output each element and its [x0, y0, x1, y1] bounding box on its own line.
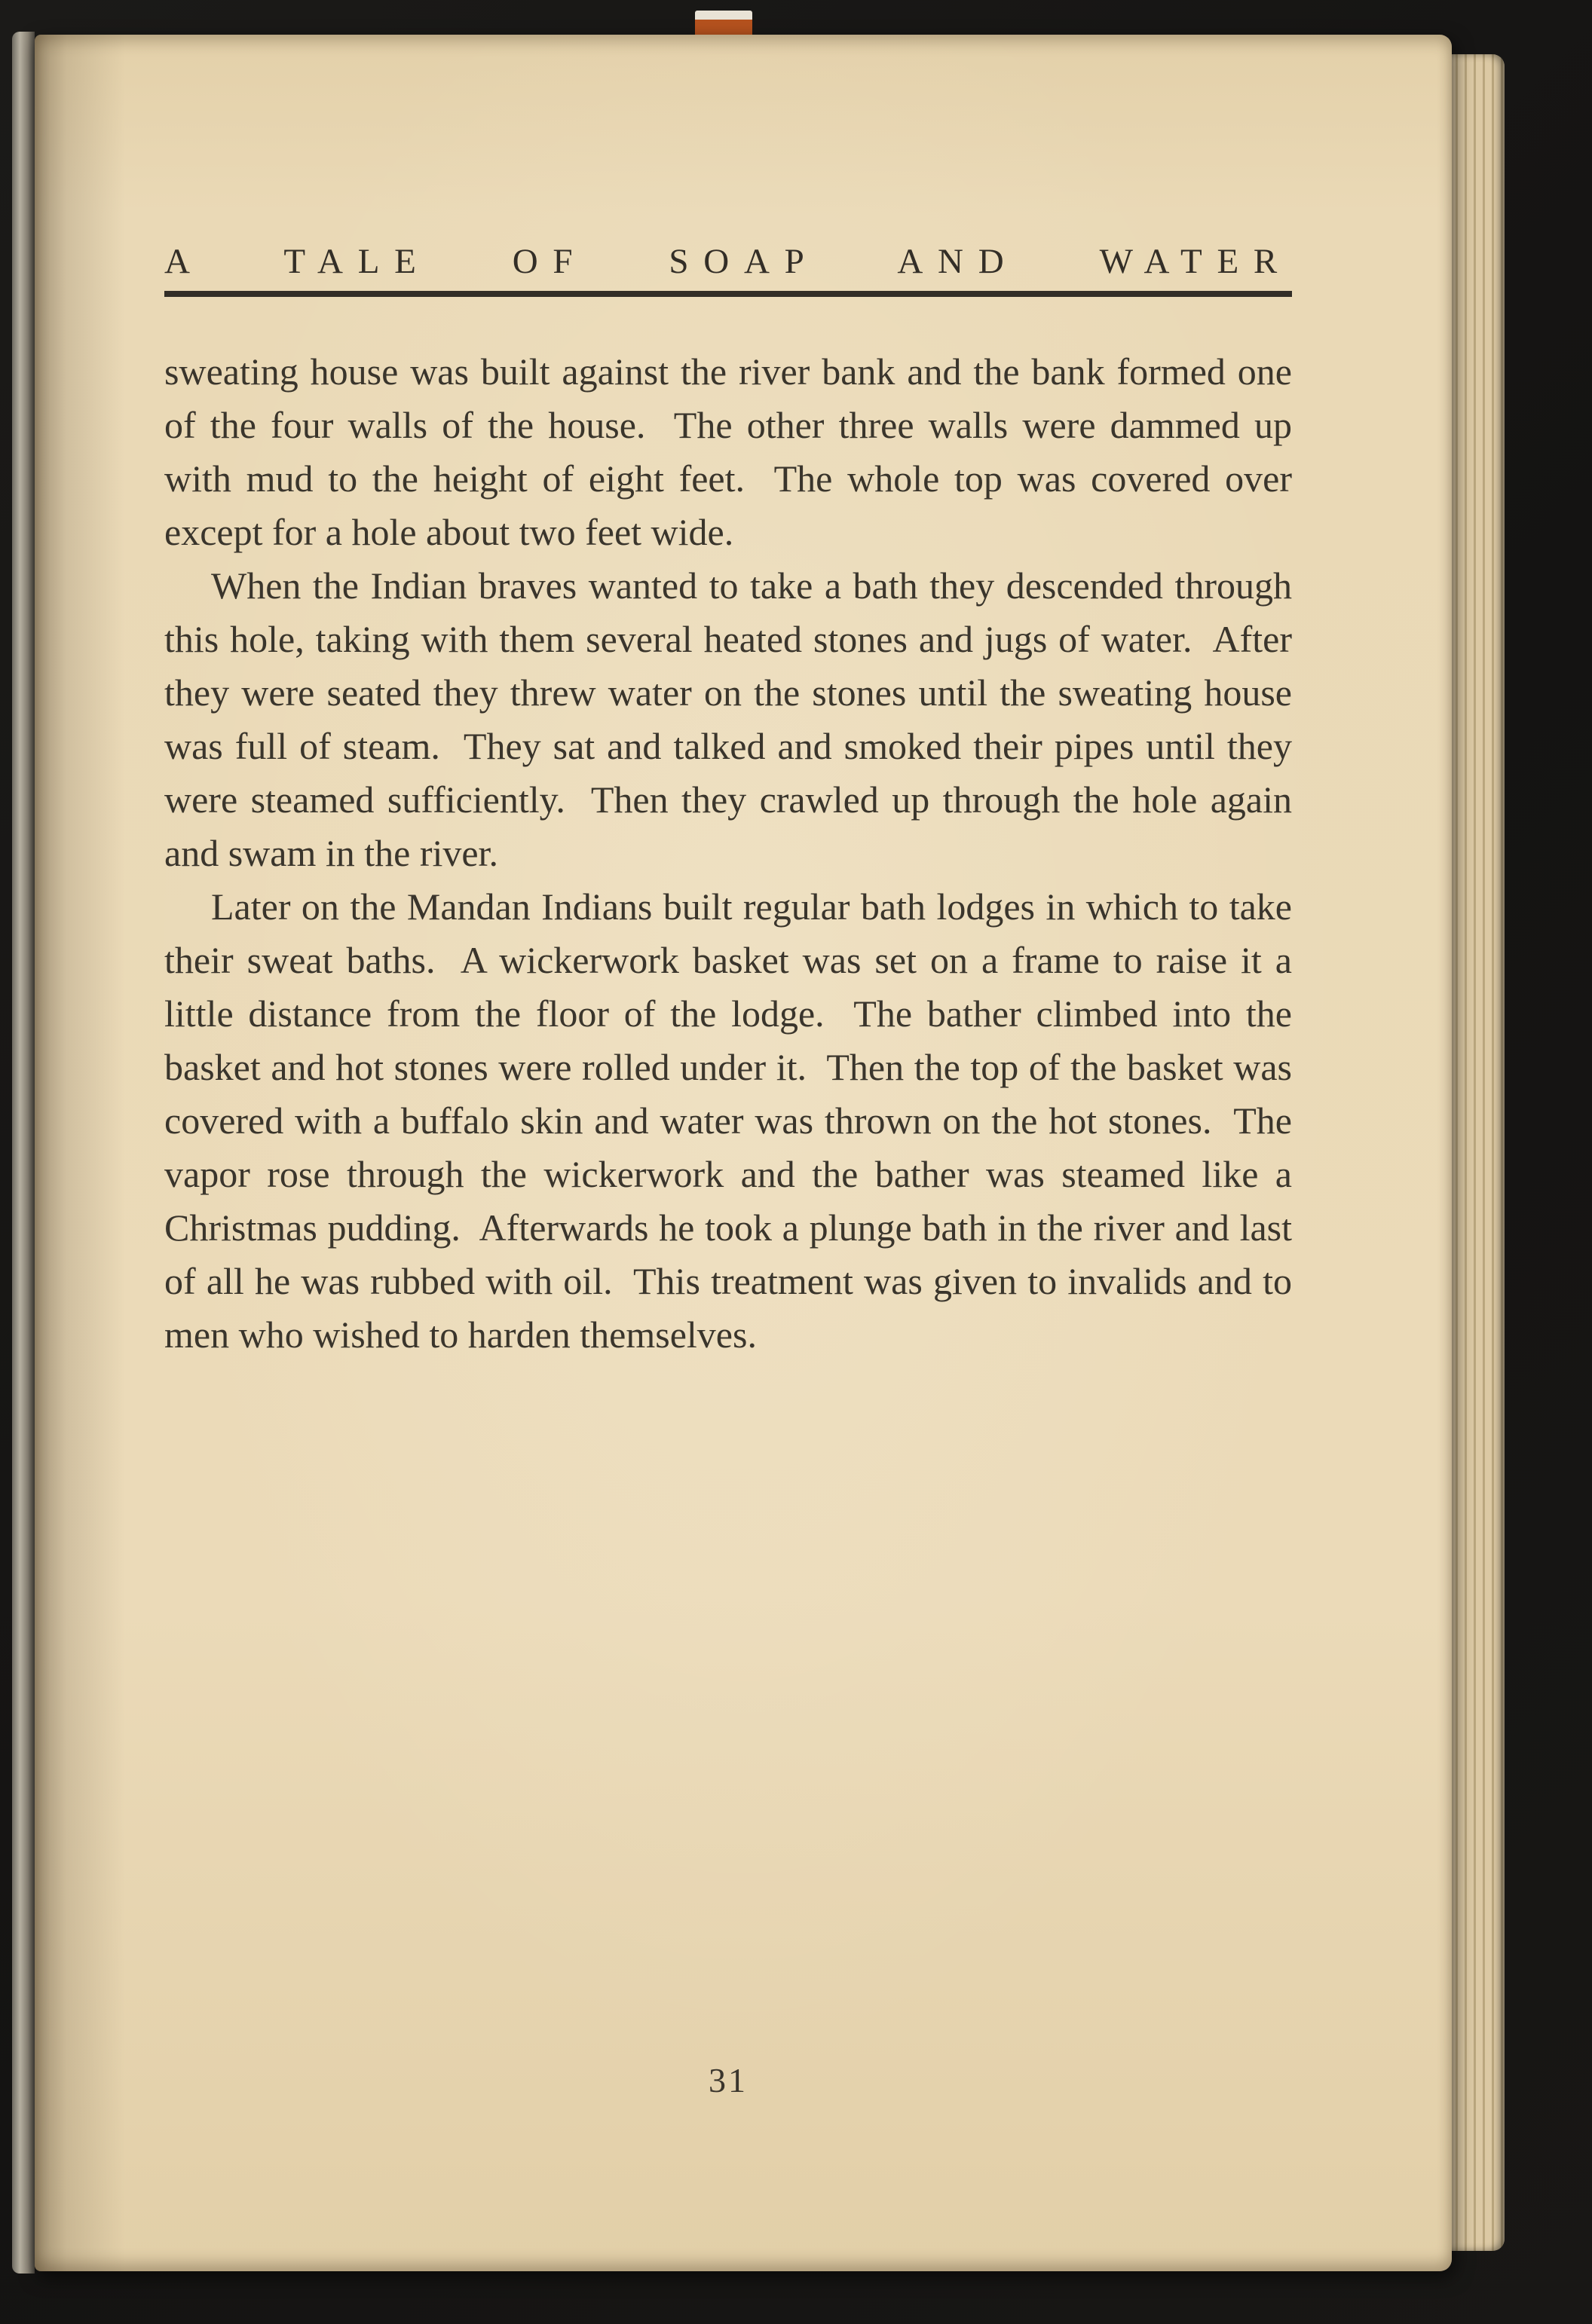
page-number: 31 — [709, 2061, 748, 2099]
paragraph: When the Indian braves wanted to take a bath they descended through this hole, taking with them several heated stones and jugs of water. After they were seated they threw water on the stones until the sweating house was full of steam. They sat and talked and smoked their pipes until they were steamed sufficiently. Then they crawled up through the hole again and swam in the river. — [164, 564, 1302, 874]
left-page-edges — [12, 32, 35, 2274]
header-rule — [164, 291, 1292, 297]
paragraph: Later on the Mandan Indians built regular bath lodges in which to take their sweat baths. A wickerwork basket was set on a frame to raise it a little distance from the floor of the lodge. The bather climbed into the basket and hot stones were rolled under it. Then the top of the basket was covered with a buffalo skin and water was thrown on the hot stones. The vapor rose through the wickerwork and the bather was steamed like a Christmas pudding. Afterwards he took a plunge bath in the river and last of all he was rubbed with oil. This treatment was given to invalids and to men who wished to harden themselves. — [164, 885, 1302, 1356]
page-content — [164, 35, 1302, 2271]
right-page-edges — [1449, 54, 1505, 2251]
book-page — [35, 35, 1452, 2271]
running-header: A TALE OF SOAP AND WATER — [164, 242, 1292, 281]
paragraph: sweating house was built against the river bank and the bank formed one of the four walls of the house. The other three walls were dammed up with mud to the height of eight feet. The whole top was covered over except for a hole about two feet wide. — [164, 350, 1302, 553]
body-text — [164, 345, 1302, 1362]
